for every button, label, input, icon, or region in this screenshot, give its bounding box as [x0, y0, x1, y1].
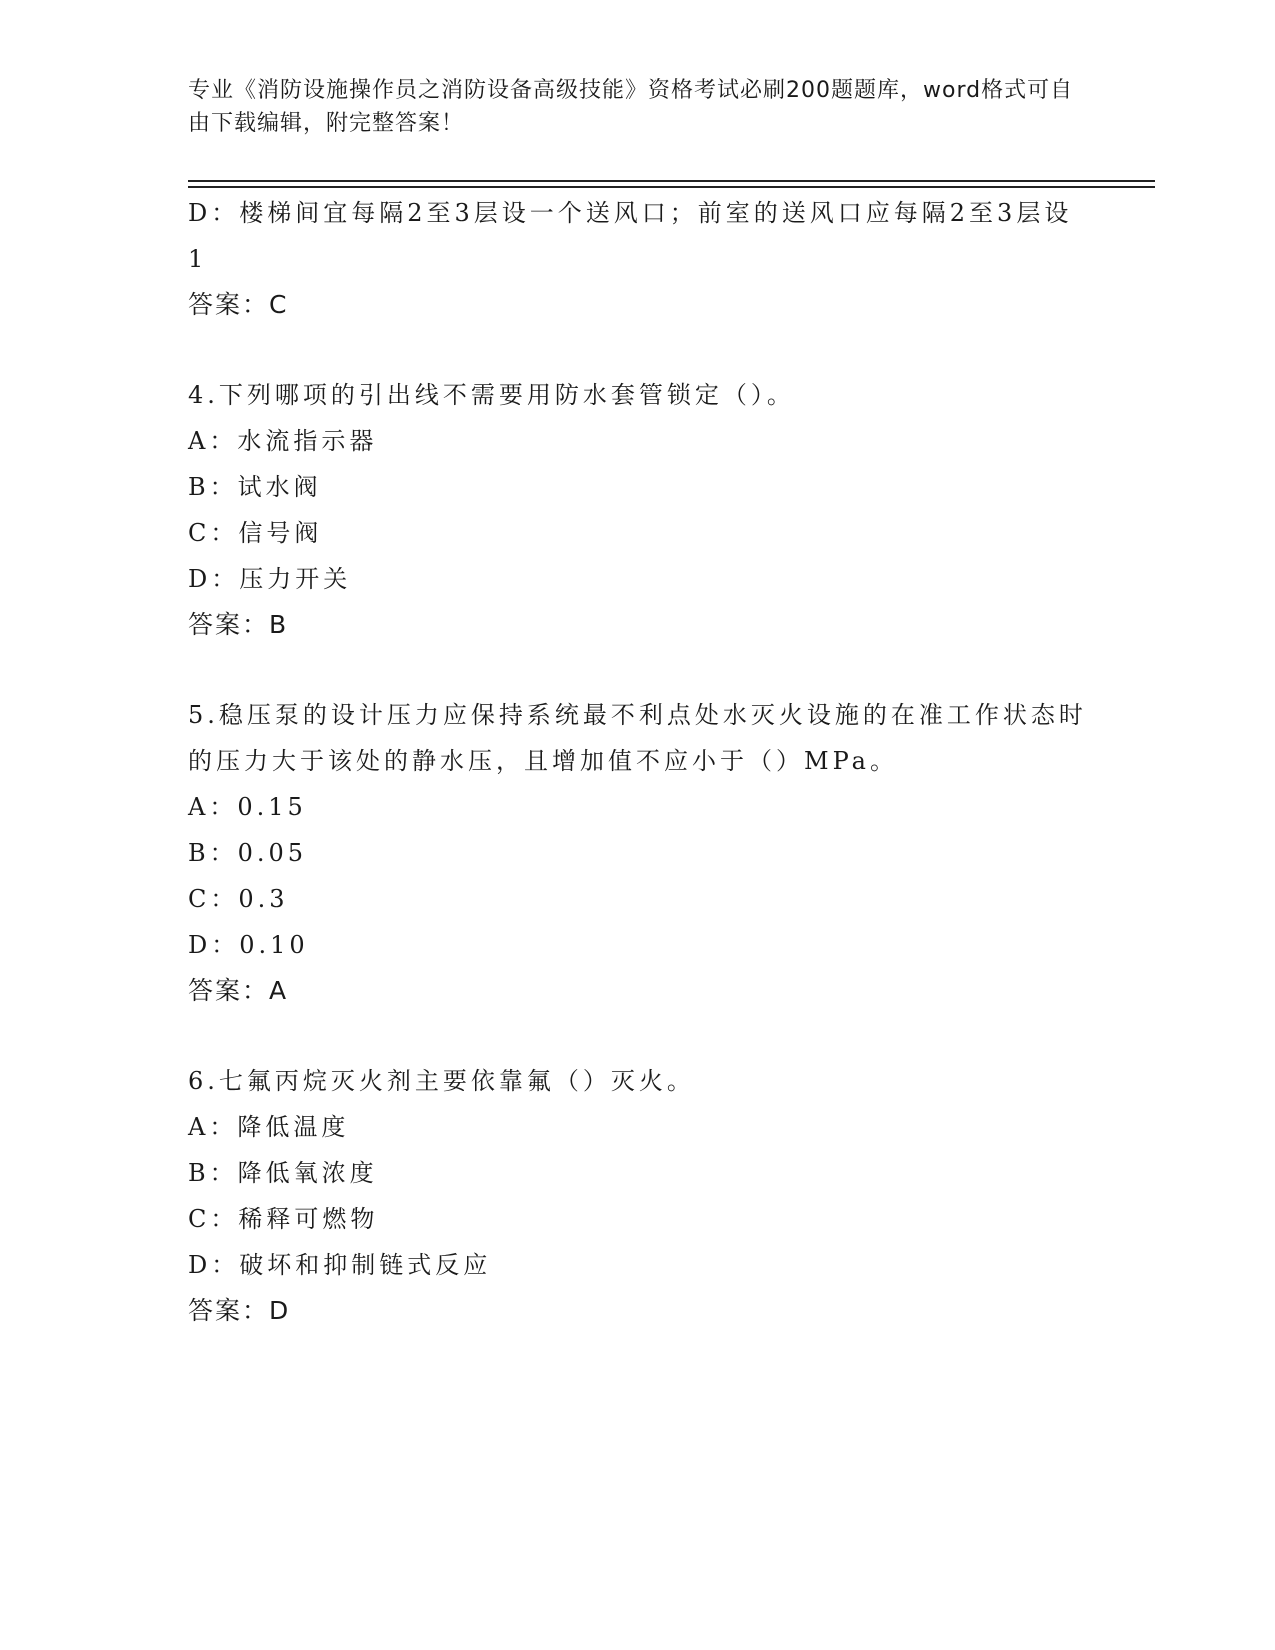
option-d: D：0.10	[188, 931, 309, 959]
option-c: C：信号阀	[188, 519, 323, 547]
question-stem: 6.七氟丙烷灭火剂主要依靠氟（）灭火。	[188, 1067, 695, 1095]
question-block-6	[188, 1058, 1088, 1334]
question-list	[188, 190, 1088, 1334]
header-rule-bottom	[188, 186, 1155, 188]
answer-line: 答案：D	[188, 1296, 291, 1325]
option-c: C：稀释可燃物	[188, 1205, 379, 1233]
option-d: D：破坏和抑制链式反应	[188, 1251, 492, 1279]
question-block-4	[188, 372, 1088, 648]
header-rule-top	[188, 180, 1155, 182]
option-b: B：0.05	[188, 839, 308, 867]
option-b: B：试水阀	[188, 473, 322, 501]
option-d: D：楼梯间宜每隔2至3层设一个送风口；前室的送风口应每隔2至3层设1	[188, 199, 1073, 273]
question-block-5	[188, 692, 1088, 1014]
option-c: C：0.3	[188, 885, 289, 913]
question-stem: 4.下列哪项的引出线不需要用防水套管锁定（）。	[188, 381, 795, 409]
answer-line: 答案：A	[188, 976, 289, 1005]
option-d: D：压力开关	[188, 565, 352, 593]
question-block-3	[188, 190, 1088, 328]
document-header: 专业《消防设施操作员之消防设备高级技能》资格考试必刷200题题库，word格式可自由下载编辑，附完整答案！	[188, 78, 1074, 136]
option-a: A：水流指示器	[188, 427, 378, 455]
answer-line: 答案：C	[188, 290, 289, 319]
option-b: B：降低氧浓度	[188, 1159, 378, 1187]
answer-line: 答案：B	[188, 610, 289, 639]
option-a: A：降低温度	[188, 1113, 350, 1141]
question-stem: 5.稳压泵的设计压力应保持系统最不利点处水灭火设施的在准工作状态时的压力大于该处的静水压，且增加值不应小于（）MPa。	[188, 701, 1087, 775]
option-a: A：0.15	[188, 793, 307, 821]
